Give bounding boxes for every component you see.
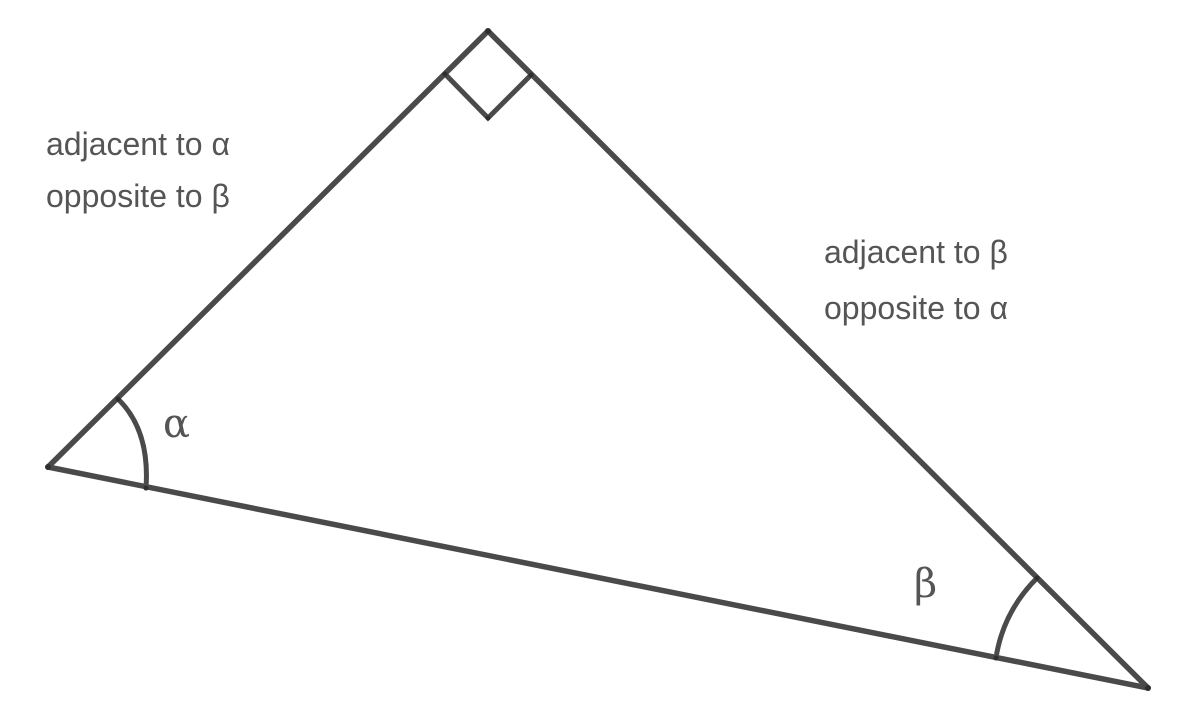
vertex-beta: [1145, 685, 1151, 691]
beta-label: β: [914, 561, 938, 607]
alpha-arc-end: [144, 486, 149, 491]
beta-arc: [996, 578, 1037, 658]
alpha-arc-start: [116, 397, 121, 402]
hypotenuse: [48, 467, 1148, 688]
left-leg-label-line2: opposite to β: [46, 178, 230, 214]
beta-arc-end: [994, 656, 999, 661]
vertex-alpha: [45, 464, 51, 470]
right-leg: [488, 31, 1148, 688]
alpha-arc: [118, 399, 146, 488]
right-angle-marker-left: [443, 72, 448, 77]
right-leg-label-line2: opposite to α: [824, 290, 1008, 326]
right-angle-marker: [445, 74, 531, 118]
right-leg-label-line1: adjacent to β: [824, 234, 1008, 270]
right-angle-marker-point: [486, 116, 491, 121]
right-angle-marker-right: [529, 73, 534, 78]
left-leg-label-line1: adjacent to α: [46, 126, 230, 162]
beta-arc-start: [1035, 576, 1040, 581]
alpha-label: α: [163, 401, 191, 447]
vertex-right-angle: [485, 28, 491, 34]
left-leg: [48, 31, 488, 467]
